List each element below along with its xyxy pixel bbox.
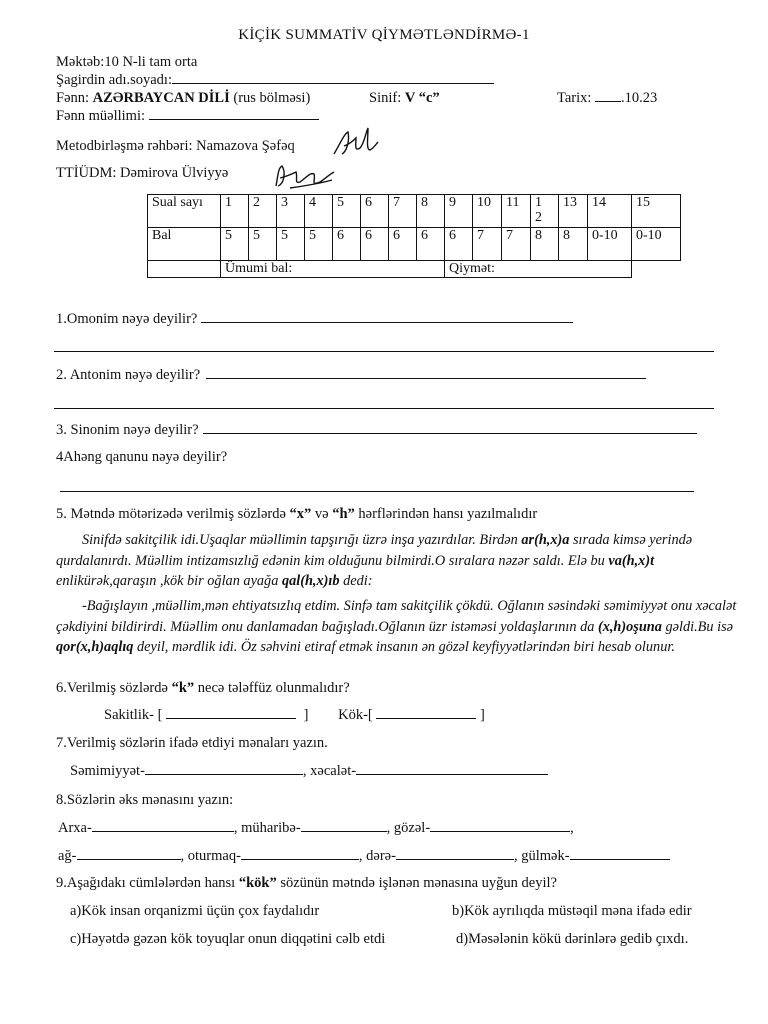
class-value: V “c” [404, 90, 440, 106]
item-label: , oturmaq- [180, 848, 241, 864]
student-name-field[interactable] [172, 82, 494, 84]
text-paragraph-2 [56, 596, 746, 658]
date-value: .10.23 [621, 90, 658, 106]
table-cell: 4 [305, 195, 333, 228]
question-5 [56, 506, 537, 523]
answer-line[interactable] [54, 351, 714, 352]
text-span: gəldi.Bu isə [661, 618, 733, 635]
answer-field[interactable] [301, 830, 387, 832]
date-label: Tarix: [557, 90, 596, 106]
question-2-text: 2. Antonim nəyə deyilir? [56, 367, 201, 383]
subject-line [56, 90, 310, 107]
subject-note: (rus bölməsi) [229, 90, 311, 106]
class-line [369, 90, 440, 107]
total-score-cell[interactable]: Ümumi bal: [221, 261, 445, 278]
teacher-label: Fənn müəllimi: [56, 108, 146, 124]
letter-k: “k” [171, 680, 195, 696]
item-label: , gülmək- [513, 848, 570, 864]
item-label: , [570, 820, 574, 836]
question-5-text: 5. Mətndə mötərizədə verilmiş sözlərdə [56, 506, 290, 522]
question-6-text: necə tələffüz olunmalıdır? [194, 680, 350, 696]
table-cell: 13 [559, 195, 588, 228]
table-cell: 6 [361, 228, 389, 261]
subject-label: Fənn: [56, 90, 93, 106]
question-number-row [148, 195, 681, 228]
text-span: deyil, mərdlik idi. Öz səhvini etiraf etmək insanın ən gözəl keyfiyyətlərindən biri hesab olunur. [133, 639, 675, 655]
table-cell: 7 [502, 228, 531, 261]
question-9-text: sözünün mətndə işlənən mənasına uyğun deyil? [276, 875, 557, 891]
question-5-text: və [311, 506, 333, 522]
table-cell: 1 [221, 195, 249, 228]
table-cell: 1 2 [531, 195, 559, 228]
answer-field[interactable] [77, 858, 181, 860]
class-label: Sinif: [369, 90, 405, 106]
word-qal-h-x-ib[interactable]: qal(h,x)ıb [281, 573, 340, 589]
option-b[interactable]: b)Kök ayrılıqda müstəqil məna ifadə edir [452, 903, 692, 919]
question-2 [56, 367, 646, 384]
ttiudm-line: TTİÜDM: Dəmirova Ülviyyə [56, 165, 229, 181]
item-label: , dərə- [358, 848, 396, 864]
question-8-row-2 [58, 848, 670, 865]
item-label: , xəcalət- [302, 763, 357, 779]
table-cell: 2 [249, 195, 277, 228]
question-7: 7.Verilmiş sözlərin ifadə etdiyi mənaları yazın. [56, 735, 328, 751]
grade-cell[interactable]: Qiymət: [445, 261, 632, 278]
subject-value: AZƏRBAYCAN DİLİ [92, 90, 230, 106]
student-name-label: Şagirdin adı.soyadı: [56, 72, 172, 88]
option-a[interactable]: a)Kök insan orqanizmi üçün çox faydalıdır [70, 903, 320, 919]
item-label: Sakitlik- [ [104, 707, 163, 723]
table-cell: 6 [445, 228, 473, 261]
answer-field[interactable] [430, 830, 570, 832]
bracket: ] [303, 707, 309, 723]
row2-label: Bal [148, 228, 221, 261]
teacher-field[interactable] [149, 118, 319, 120]
table-cell: 8 [531, 228, 559, 261]
methodist-line: Metodbirləşmə rəhbəri: Namazova Şəfəq [56, 138, 295, 154]
text-span: dedi: [339, 573, 373, 589]
table-cell: 8 [559, 228, 588, 261]
question-3 [56, 422, 697, 439]
item-label: ağ- [58, 848, 77, 864]
table-cell: 5 [333, 195, 361, 228]
date-field[interactable] [595, 100, 621, 102]
option-c[interactable]: c)Həyətdə gəzən kök toyuqlar onun diqqətini cəlb etdi [70, 931, 386, 947]
item-label: Səmimiyyət- [70, 763, 145, 779]
question-3-text: 3. Sinonim nəyə deyilir? [56, 422, 199, 438]
word-kok: “kök” [238, 875, 277, 891]
question-6-items [104, 707, 485, 724]
table-cell: 6 [417, 228, 445, 261]
word-x-h-osuna[interactable]: (x,h)oşuna [597, 618, 662, 635]
table-cell: 6 [333, 228, 361, 261]
table-cell: 5 [221, 228, 249, 261]
answer-field[interactable] [356, 773, 548, 775]
table-cell: 0-10 [632, 228, 681, 261]
signature-methodist-icon [330, 124, 382, 162]
answer-line[interactable] [60, 491, 694, 492]
question-8: 8.Sözlərin əks mənasını yazın: [56, 792, 234, 808]
table-cell: 14 [588, 195, 632, 228]
table-cell: 7 [389, 195, 417, 228]
answer-field[interactable] [92, 830, 234, 832]
question-5-text: hərflərindən hansı yazılmalıdır [354, 506, 538, 522]
school-line: Məktəb:10 N-li tam orta [56, 54, 198, 70]
text-paragraph-1 [56, 530, 746, 592]
text-span: sırada kimsə yerində qurdalanırdı. Müəllim intizamsızlığ edənin kim olduğunu bilmirdi.O sıralara nəzər saldı. Elə bu [56, 532, 693, 569]
teacher-line [56, 108, 319, 125]
table-cell: 5 [305, 228, 333, 261]
total-row [148, 261, 681, 278]
item-label: Kök-[ [338, 707, 373, 723]
word-qor-x-h-aqliq[interactable]: qor(x,h)aqlıq [56, 639, 134, 655]
answer-field[interactable] [203, 432, 697, 434]
table-cell: 9 [445, 195, 473, 228]
answer-line[interactable] [54, 408, 714, 409]
question-9 [56, 875, 557, 892]
question-1 [56, 311, 573, 328]
word-va-h-x-t[interactable]: va(h,x)t [608, 552, 655, 569]
letter-x: “x” [289, 506, 312, 522]
table-cell: 11 [502, 195, 531, 228]
question-1-text: 1.Omonim nəyə deyilir? [56, 311, 198, 327]
table-cell: 5 [249, 228, 277, 261]
question-7-items [70, 763, 548, 780]
question-4: 4Ahəng qanunu nəyə deyilir? [56, 449, 228, 465]
question-8-row-1 [58, 820, 574, 837]
answer-field[interactable] [241, 858, 359, 860]
answer-field[interactable] [396, 858, 514, 860]
student-name-line [56, 72, 494, 89]
table-cell [148, 261, 221, 278]
table-cell: 10 [473, 195, 502, 228]
table-cell: 5 [277, 228, 305, 261]
text-span: enlikürək,qaraşın ,kök bir oğlan ayağa [56, 573, 282, 589]
table-cell: 6 [389, 228, 417, 261]
item-label: Arxa- [58, 820, 92, 836]
score-table [147, 194, 681, 278]
table-cell: 15 [632, 195, 681, 228]
answer-field[interactable] [376, 717, 476, 719]
page-title: KİÇİK SUMMATİV QİYMƏTLƏNDİRMƏ-1 [238, 27, 530, 43]
item-label: , gözəl- [386, 820, 431, 836]
table-cell: 0-10 [588, 228, 632, 261]
letter-h: “h” [332, 506, 355, 522]
table-cell: 7 [473, 228, 502, 261]
answer-field[interactable] [145, 773, 303, 775]
question-6 [56, 680, 350, 697]
signature-ttiudm-icon [270, 160, 340, 192]
text-span: Sinifdə sakitçilik idi.Uşaqlar müəllimin tapşırığı üzrə inşa yazırdılar. Birdən [82, 532, 522, 548]
question-9-text: 9.Aşağıdakı cümlələrdən hansı [56, 875, 239, 891]
answer-field[interactable] [166, 717, 296, 719]
item-label: , müharibə- [233, 820, 301, 836]
answer-field[interactable] [206, 377, 646, 379]
points-row [148, 228, 681, 261]
answer-field[interactable] [201, 321, 573, 323]
answer-field[interactable] [570, 858, 670, 860]
table-cell: 6 [361, 195, 389, 228]
text-span: -Bağışlayın ,müəllim,mən ehtiyatsızlıq etdim. Sinfə tam sakitçilik çökdü. Oğlanın səsindəki səmimiyyət onu xəcalət çəkdiyini bildirirdi. Müəllim onu danlamadan bağışladı.Oğlanın üzr istəməsi yoldaşlarının da [56, 598, 737, 635]
bracket: ] [480, 707, 485, 723]
row1-label: Sual sayı [148, 195, 221, 228]
table-cell: 8 [417, 195, 445, 228]
date-line [557, 90, 657, 107]
table-cell: 3 [277, 195, 305, 228]
question-6-text: 6.Verilmiş sözlərdə [56, 680, 172, 696]
option-d[interactable]: d)Məsələnin kökü dərinlərə gedib çıxdı. [456, 931, 689, 947]
word-ar-h-x-a[interactable]: ar(h,x)a [521, 532, 570, 548]
